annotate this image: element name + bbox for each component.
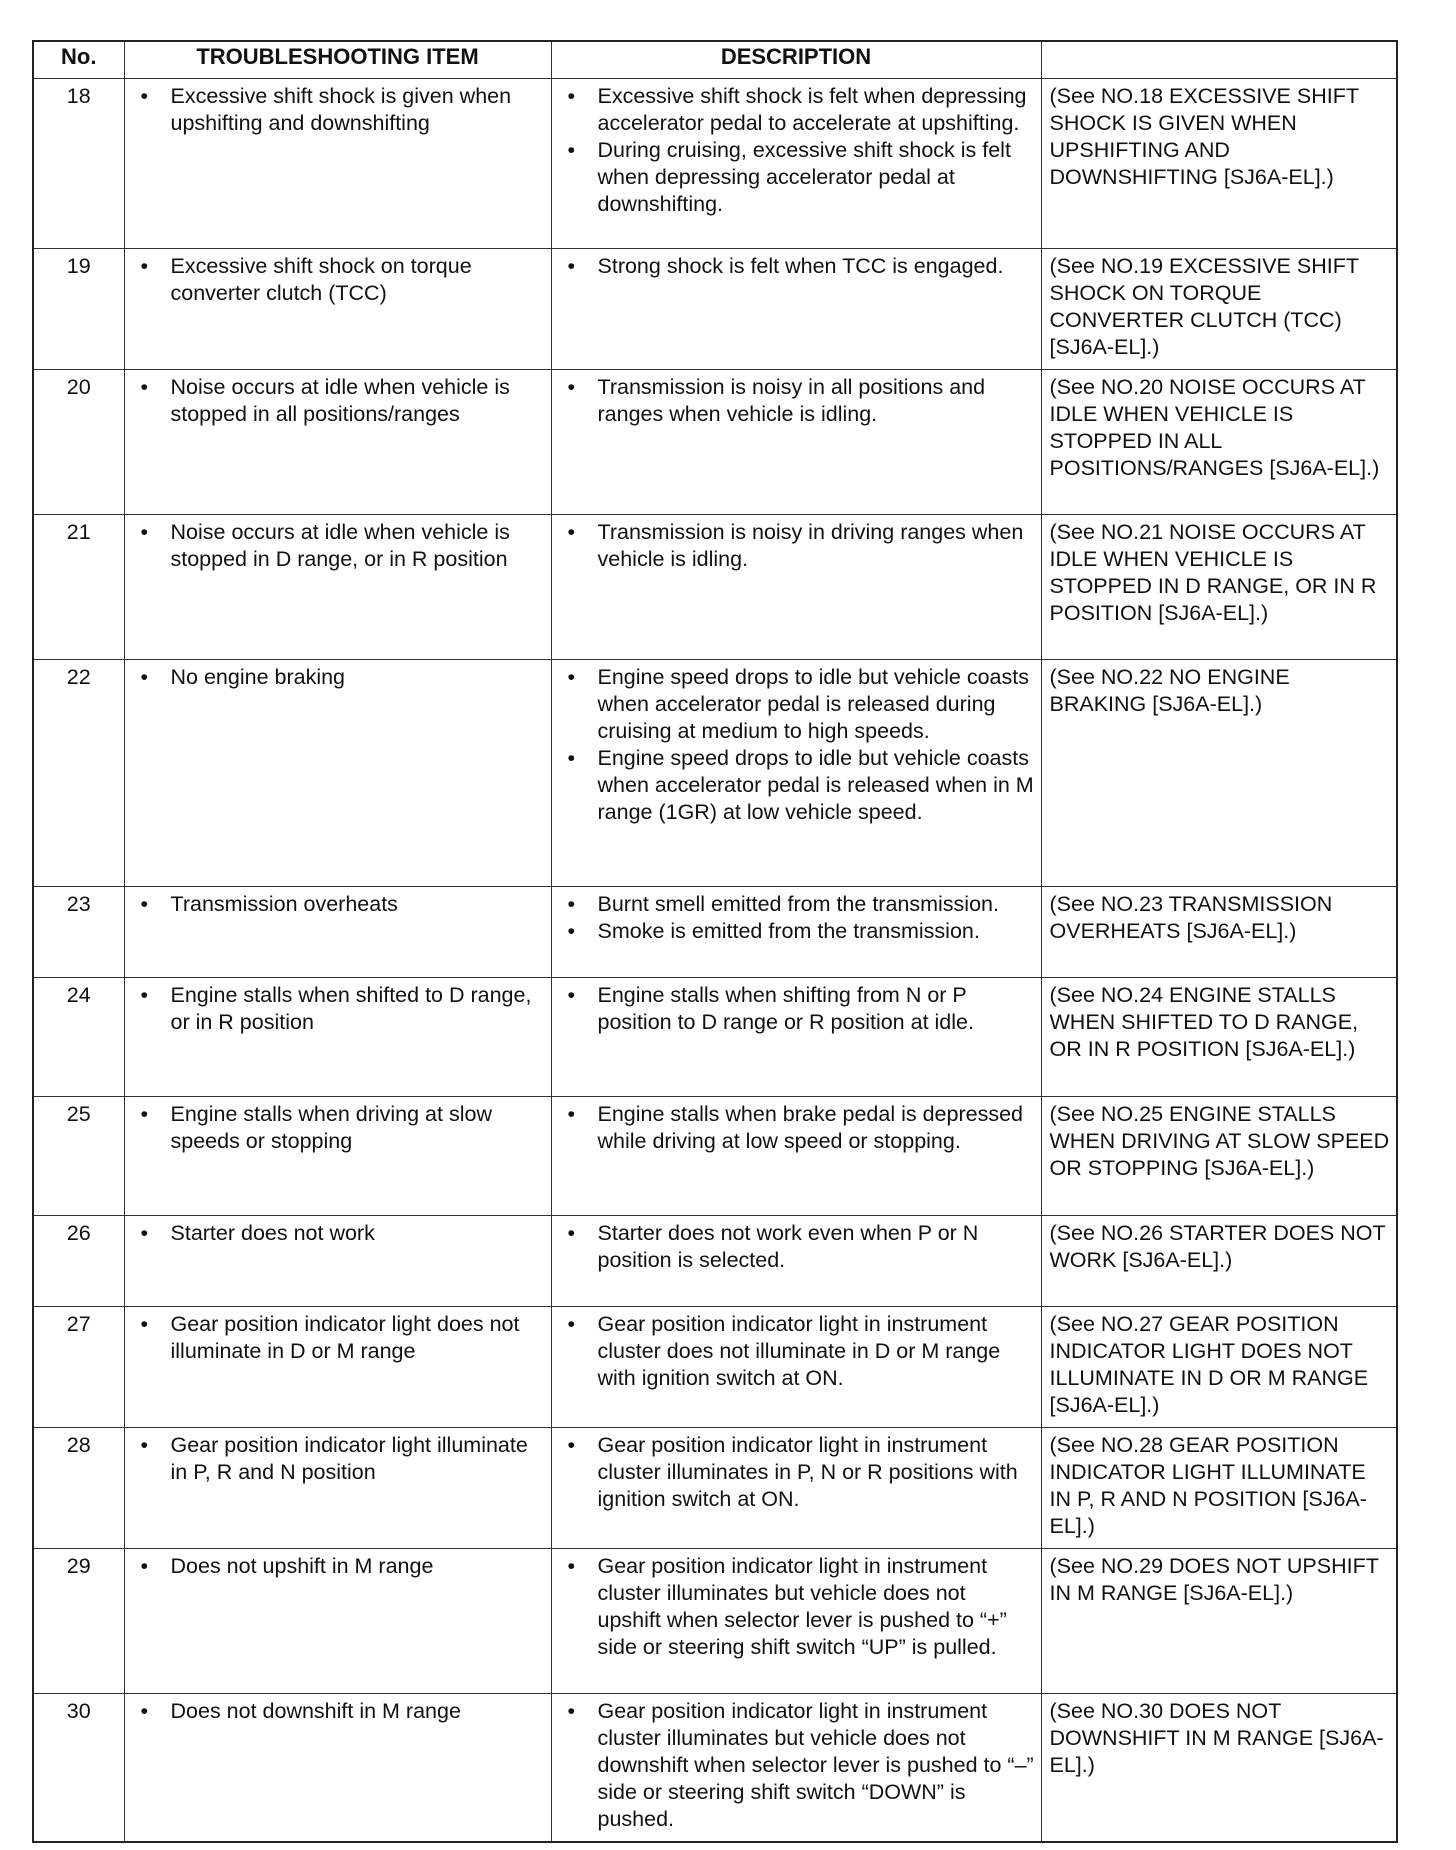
reference-link[interactable]: (See NO.30 DOES NOT DOWNSHIFT IN M RANGE [SJ6A-EL].) — [1041, 1694, 1397, 1843]
table-row — [33, 1428, 1397, 1549]
table-row — [33, 978, 1397, 1097]
header-troubleshooting-item: TROUBLESHOOTING ITEM — [124, 41, 551, 79]
description-cell — [551, 1216, 1041, 1307]
description-bullet: • Engine speed drops to idle but vehicle coasts when accelerator pedal is released when in M range (1GR) at low vehicle speed. — [558, 745, 1035, 826]
table-row — [33, 1216, 1397, 1307]
reference-link[interactable]: (See NO.29 DOES NOT UPSHIFT IN M RANGE [SJ6A-EL].) — [1041, 1549, 1397, 1694]
header-no: No. — [33, 41, 124, 79]
reference-link[interactable]: (See NO.22 NO ENGINE BRAKING [SJ6A-EL].) — [1041, 660, 1397, 887]
item-bullet: • Gear position indicator light does not illuminate in D or M range — [131, 1311, 545, 1365]
table-row — [33, 370, 1397, 515]
troubleshooting-item — [124, 370, 551, 515]
row-number: 22 — [33, 660, 124, 887]
item-bullet: • Excessive shift shock on torque converter clutch (TCC) — [131, 253, 545, 307]
description-cell — [551, 887, 1041, 978]
row-number: 26 — [33, 1216, 124, 1307]
header-description: DESCRIPTION — [551, 41, 1041, 79]
troubleshooting-item — [124, 1216, 551, 1307]
troubleshooting-item — [124, 1307, 551, 1428]
description-bullet: • Engine stalls when brake pedal is depressed while driving at low speed or stopping. — [558, 1101, 1035, 1155]
description-cell — [551, 1549, 1041, 1694]
table-row — [33, 79, 1397, 249]
description-bullet: • Gear position indicator light in instrument cluster illuminates but vehicle does not downshift when selector lever is pushed to “–” side or steering shift switch “DOWN” is pushed. — [558, 1698, 1035, 1833]
troubleshooting-item — [124, 79, 551, 249]
reference-link[interactable]: (See NO.20 NOISE OCCURS AT IDLE WHEN VEHICLE IS STOPPED IN ALL POSITIONS/RANGES [SJ6A-EL].) — [1041, 370, 1397, 515]
table-header-row — [33, 41, 1397, 79]
item-bullet: • Excessive shift shock is given when upshifting and downshifting — [131, 83, 545, 137]
description-cell — [551, 978, 1041, 1097]
troubleshooting-item — [124, 660, 551, 887]
description-bullet: • Gear position indicator light in instrument cluster illuminates but vehicle does not upshift when selector lever is pushed to “+” side or steering shift switch “UP” is pulled. — [558, 1553, 1035, 1661]
reference-link[interactable]: (See NO.28 GEAR POSITION INDICATOR LIGHT ILLUMINATE IN P, R AND N POSITION [SJ6A-EL].) — [1041, 1428, 1397, 1549]
item-bullet: • Transmission overheats — [131, 891, 545, 918]
table-row — [33, 515, 1397, 660]
item-bullet: • Noise occurs at idle when vehicle is stopped in all positions/ranges — [131, 374, 545, 428]
row-number: 20 — [33, 370, 124, 515]
table-row — [33, 887, 1397, 978]
troubleshooting-item — [124, 887, 551, 978]
item-bullet: • Starter does not work — [131, 1220, 545, 1247]
description-cell — [551, 1307, 1041, 1428]
description-cell — [551, 1097, 1041, 1216]
table-row — [33, 1694, 1397, 1843]
troubleshooting-item — [124, 1428, 551, 1549]
item-bullet: • Does not downshift in M range — [131, 1698, 545, 1725]
description-bullet: • Engine stalls when shifting from N or P position to D range or R position at idle. — [558, 982, 1035, 1036]
item-bullet: • Engine stalls when driving at slow speeds or stopping — [131, 1101, 545, 1155]
reference-link[interactable]: (See NO.26 STARTER DOES NOT WORK [SJ6A-EL].) — [1041, 1216, 1397, 1307]
row-number: 21 — [33, 515, 124, 660]
table-row — [33, 1097, 1397, 1216]
row-number: 18 — [33, 79, 124, 249]
table-row — [33, 1307, 1397, 1428]
item-bullet: • Gear position indicator light illuminate in P, R and N position — [131, 1432, 545, 1486]
reference-link[interactable]: (See NO.27 GEAR POSITION INDICATOR LIGHT DOES NOT ILLUMINATE IN D OR M RANGE [SJ6A-EL].) — [1041, 1307, 1397, 1428]
description-bullet: • Engine speed drops to idle but vehicle coasts when accelerator pedal is released during cruising at medium to high speeds. — [558, 664, 1035, 745]
item-bullet: • Noise occurs at idle when vehicle is stopped in D range, or in R position — [131, 519, 545, 573]
description-bullet: • Transmission is noisy in driving ranges when vehicle is idling. — [558, 519, 1035, 573]
row-number: 25 — [33, 1097, 124, 1216]
description-cell — [551, 79, 1041, 249]
table-body — [33, 79, 1397, 1843]
description-bullet: • Starter does not work even when P or N position is selected. — [558, 1220, 1035, 1274]
troubleshooting-item — [124, 1549, 551, 1694]
row-number: 29 — [33, 1549, 124, 1694]
troubleshooting-table — [32, 40, 1398, 1843]
description-bullet: • Gear position indicator light in instrument cluster illuminates in P, N or R positions with ignition switch at ON. — [558, 1432, 1035, 1513]
header-reference — [1041, 41, 1397, 79]
reference-link[interactable]: (See NO.19 EXCESSIVE SHIFT SHOCK ON TORQUE CONVERTER CLUTCH (TCC) [SJ6A-EL].) — [1041, 249, 1397, 370]
description-bullet: • Strong shock is felt when TCC is engaged. — [558, 253, 1035, 280]
description-cell — [551, 660, 1041, 887]
row-number: 23 — [33, 887, 124, 978]
item-bullet: • Does not upshift in M range — [131, 1553, 545, 1580]
reference-link[interactable]: (See NO.21 NOISE OCCURS AT IDLE WHEN VEHICLE IS STOPPED IN D RANGE, OR IN R POSITION [SJ6A-EL].) — [1041, 515, 1397, 660]
table-row — [33, 249, 1397, 370]
reference-link[interactable]: (See NO.25 ENGINE STALLS WHEN DRIVING AT SLOW SPEED OR STOPPING [SJ6A-EL].) — [1041, 1097, 1397, 1216]
reference-link[interactable]: (See NO.24 ENGINE STALLS WHEN SHIFTED TO D RANGE, OR IN R POSITION [SJ6A-EL].) — [1041, 978, 1397, 1097]
description-bullet: • During cruising, excessive shift shock is felt when depressing accelerator pedal at downshifting. — [558, 137, 1035, 218]
troubleshooting-page — [32, 40, 1396, 1843]
row-number: 24 — [33, 978, 124, 1097]
description-cell — [551, 370, 1041, 515]
troubleshooting-item — [124, 515, 551, 660]
description-bullet: • Smoke is emitted from the transmission. — [558, 918, 1035, 945]
row-number: 27 — [33, 1307, 124, 1428]
row-number: 30 — [33, 1694, 124, 1843]
item-bullet: • Engine stalls when shifted to D range, or in R position — [131, 982, 545, 1036]
item-bullet: • No engine braking — [131, 664, 545, 691]
description-bullet: • Transmission is noisy in all positions and ranges when vehicle is idling. — [558, 374, 1035, 428]
reference-link[interactable]: (See NO.23 TRANSMISSION OVERHEATS [SJ6A-EL].) — [1041, 887, 1397, 978]
troubleshooting-item — [124, 1097, 551, 1216]
troubleshooting-item — [124, 249, 551, 370]
description-cell — [551, 515, 1041, 660]
troubleshooting-item — [124, 978, 551, 1097]
description-cell — [551, 1428, 1041, 1549]
description-bullet: • Excessive shift shock is felt when depressing accelerator pedal to accelerate at upshifting. — [558, 83, 1035, 137]
description-cell — [551, 249, 1041, 370]
row-number: 28 — [33, 1428, 124, 1549]
row-number: 19 — [33, 249, 124, 370]
description-cell — [551, 1694, 1041, 1843]
troubleshooting-item — [124, 1694, 551, 1843]
table-row — [33, 1549, 1397, 1694]
reference-link[interactable]: (See NO.18 EXCESSIVE SHIFT SHOCK IS GIVEN WHEN UPSHIFTING AND DOWNSHIFTING [SJ6A-EL].) — [1041, 79, 1397, 249]
description-bullet: • Gear position indicator light in instrument cluster does not illuminate in D or M range with ignition switch at ON. — [558, 1311, 1035, 1392]
description-bullet: • Burnt smell emitted from the transmission. — [558, 891, 1035, 918]
table-row — [33, 660, 1397, 887]
